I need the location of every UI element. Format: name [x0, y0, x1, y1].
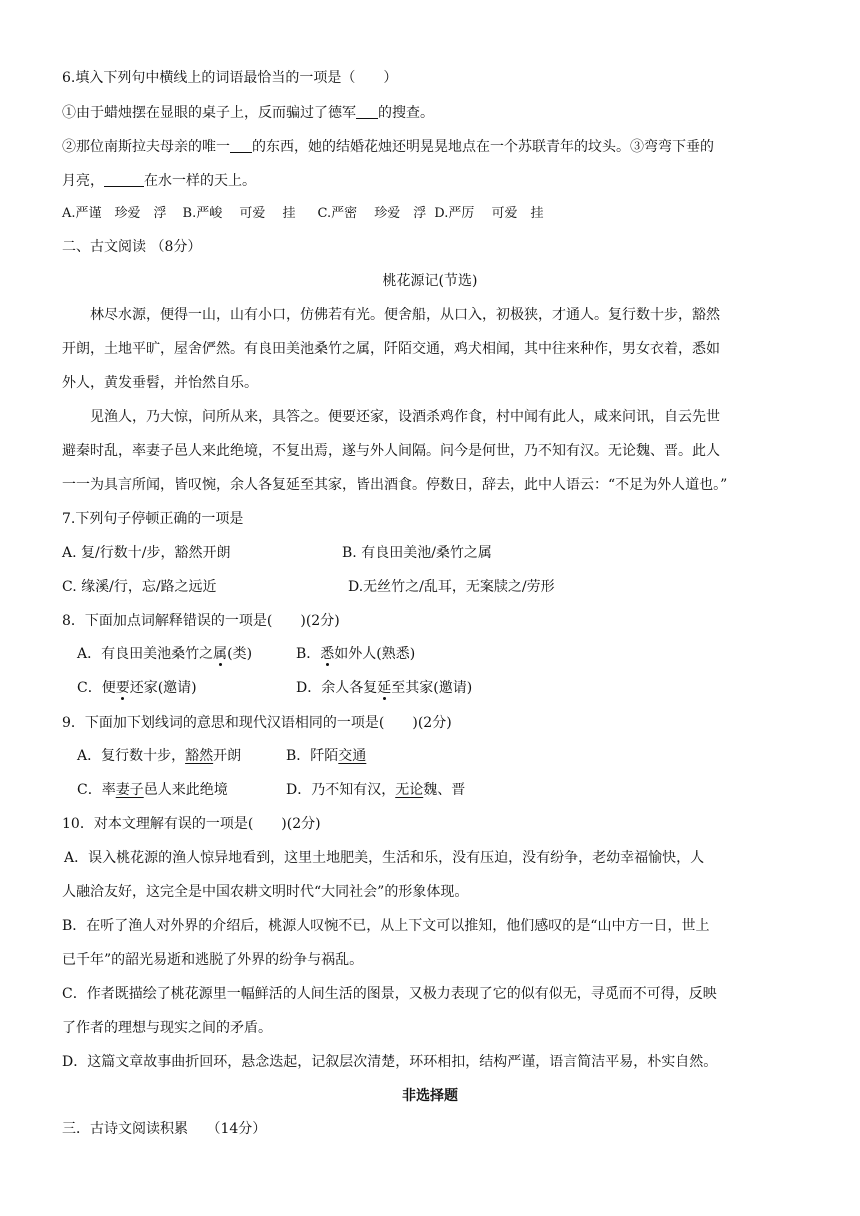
emphasis-dot-word: 悉	[320, 646, 335, 662]
q7-option-c: C. 缘溪/行，忘/路之远近	[62, 579, 217, 595]
q10-line: C．作者既描绘了桃花源里一幅鲜活的人间生活的图景，又极力表现了它的似有似无，寻觅而不可得，反映	[62, 986, 717, 1002]
q10-line: 了作者的理想与现实之间的矛盾。	[62, 1020, 272, 1036]
q7-option-a: A. 复/行数十/步，豁然开朗	[62, 545, 231, 561]
q7-option-d: D.无丝竹之/乱耳，无案牍之/劳形	[348, 579, 555, 595]
q8-option-c: C．便要还家(邀请)	[77, 680, 197, 696]
underlined-word: 豁然	[185, 748, 214, 764]
q9-option-b: B．阡陌交通	[286, 748, 367, 764]
option-c: C.严密 珍爱 浮	[317, 206, 427, 221]
passage-line: 一一为具言所闻，皆叹惋，余人各复延至其家，皆出酒食。停数日，辞去，此中人语云：“不足为外人道也。”	[62, 477, 728, 493]
q10-line: 人融洽友好，这完全是中国农耕文明时代“大同社会”的形象体现。	[62, 884, 469, 900]
emphasis-dot-word: 属	[213, 646, 228, 662]
q7-option-b: B. 有良田美池/桑竹之属	[342, 545, 492, 561]
q9-option-d: D．乃不知有汉，无论魏、晋	[286, 782, 466, 798]
q10-line: B．在听了渔人对外界的介绍后，桃源人叹惋不已，从上下文可以推知，他们感叹的是“山中方一日，世上	[62, 918, 710, 934]
passage-line: 避秦时乱，率妻子邑人来此绝境，不复出焉，遂与外人间隔。问今是何世，乃不知有汉。无论魏、晋。此人	[62, 443, 720, 459]
option-b: B.严峻 可爱 挂	[182, 206, 296, 221]
answer-blank	[230, 138, 252, 153]
q6-sentence-1: ①由于蜡烛摆在显眼的桌子上，反而骗过了德军 的搜查。	[62, 105, 434, 121]
q6-stem: 6.填入下列句中横线上的词语最恰当的一项是（ ）	[62, 70, 398, 86]
emphasis-dot-word: 要	[115, 680, 130, 696]
q9-stem: 9．下面加下划线词的意思和现代汉语相同的一项是( )(2分)	[62, 715, 452, 731]
q10-line: A．误入桃花源的渔人惊异地看到，这里土地肥美，生活和乐，没有压迫，没有纷争，老幼幸福愉快，人	[64, 850, 705, 866]
q6-sentence-3: 月亮， 在水一样的天上。	[62, 173, 256, 189]
q8-option-b: B．悉如外人(熟悉)	[296, 646, 416, 662]
underlined-word: 交通	[338, 748, 367, 764]
passage-line: 见渔人，乃大惊，问所从来，具答之。便要还家，设酒杀鸡作食，村中闻有此人，咸来问讯，自云先世	[90, 409, 720, 425]
passage-line: 外人，黄发垂髫，并怡然自乐。	[62, 375, 258, 391]
option-d: D.严厉 可爱 挂	[434, 206, 544, 221]
answer-blank	[356, 104, 378, 119]
q10-line: 已千年”的韶光易逝和逃脱了外界的纷争与祸乱。	[62, 952, 364, 968]
passage-line: 林尽水源，便得一山，山有小口，仿佛若有光。便舍船，从口入，初极狭，才通人。复行数十步，豁然	[90, 307, 720, 323]
q10-line: D．这篇文章故事曲折回环，悬念迭起，记叙层次清楚，环环相扣，结构严谨，语言简洁平易，朴实自然。	[62, 1054, 718, 1070]
q9-option-a: A．复行数十步，豁然开朗	[77, 748, 242, 764]
option-a: A.严谨 珍爱 浮	[62, 206, 167, 221]
q8-stem: 8．下面加点词解释错误的一项是( )(2分)	[62, 613, 340, 629]
q8-option-d: D．余人各复延至其家(邀请)	[296, 680, 473, 696]
section-3-title: 三．古诗文阅读积累 （14分）	[62, 1121, 267, 1137]
q7-stem: 7.下列句子停顿正确的一项是	[62, 511, 244, 527]
section-2-title: 二、古文阅读 （8分）	[62, 239, 202, 255]
q10-stem: 10．对本文理解有误的一项是( )(2分)	[62, 816, 321, 832]
q9-option-c: C．率妻子邑人来此绝境	[77, 782, 228, 798]
answer-blank	[104, 172, 144, 187]
underlined-word: 妻子	[115, 782, 144, 798]
q6-options	[62, 204, 543, 224]
passage-line: 开朗，土地平旷，屋舍俨然。有良田美池桑竹之属，阡陌交通，鸡犬相闻，其中往来种作，男女衣着，悉如	[62, 341, 720, 357]
q6-sentence-2: ②那位南斯拉夫母亲的唯一 的东西，她的结婚花烛还明晃晃地点在一个苏联青年的坟头。③弯弯下垂的	[62, 139, 714, 155]
underlined-word: 无论	[395, 782, 424, 798]
passage-title: 桃花源记(节选)	[382, 273, 478, 289]
emphasis-dot-word: 延	[377, 680, 392, 696]
q8-option-a: A．有良田美池桑竹之属(类)	[77, 646, 253, 662]
nonchoice-heading: 非选择题	[402, 1088, 458, 1104]
